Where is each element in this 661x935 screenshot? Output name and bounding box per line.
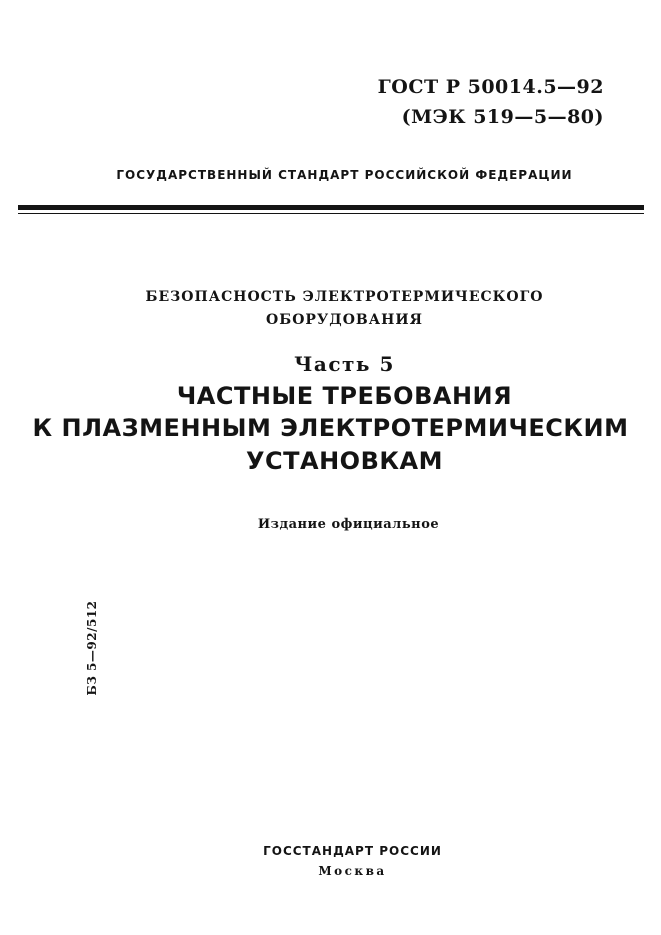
- title-line-2: ОБОРУДОВАНИЯ: [266, 312, 423, 328]
- header-divider-thin: [18, 213, 644, 214]
- part-label: Часть 5: [294, 352, 395, 376]
- gost-number: ГОСТ Р 50014.5—92: [377, 76, 604, 98]
- subtitle-line-2: К ПЛАЗМЕННЫМ ЭЛЕКТРОТЕРМИЧЕСКИМ: [32, 414, 629, 442]
- subtitle-line-3: УСТАНОВКАМ: [246, 447, 443, 475]
- title-line-1: БЕЗОПАСНОСТЬ ЭЛЕКТРОТЕРМИЧЕСКОГО: [145, 289, 544, 305]
- edition-label: Издание официальное: [257, 517, 440, 532]
- publication-city: Москва: [318, 864, 387, 878]
- state-standard-heading: ГОСУДАРСТВЕННЫЙ СТАНДАРТ РОССИЙСКОЙ ФЕДЕРАЦИИ: [116, 168, 573, 182]
- iec-number: (МЭК 519—5—80): [401, 106, 604, 128]
- publisher: ГОССТАНДАРТ РОССИИ: [263, 844, 442, 858]
- subtitle-line-1: ЧАСТНЫЕ ТРЕБОВАНИЯ: [176, 382, 513, 410]
- header-divider-thick: [18, 205, 644, 210]
- side-code: БЗ 5—92/512: [85, 600, 99, 696]
